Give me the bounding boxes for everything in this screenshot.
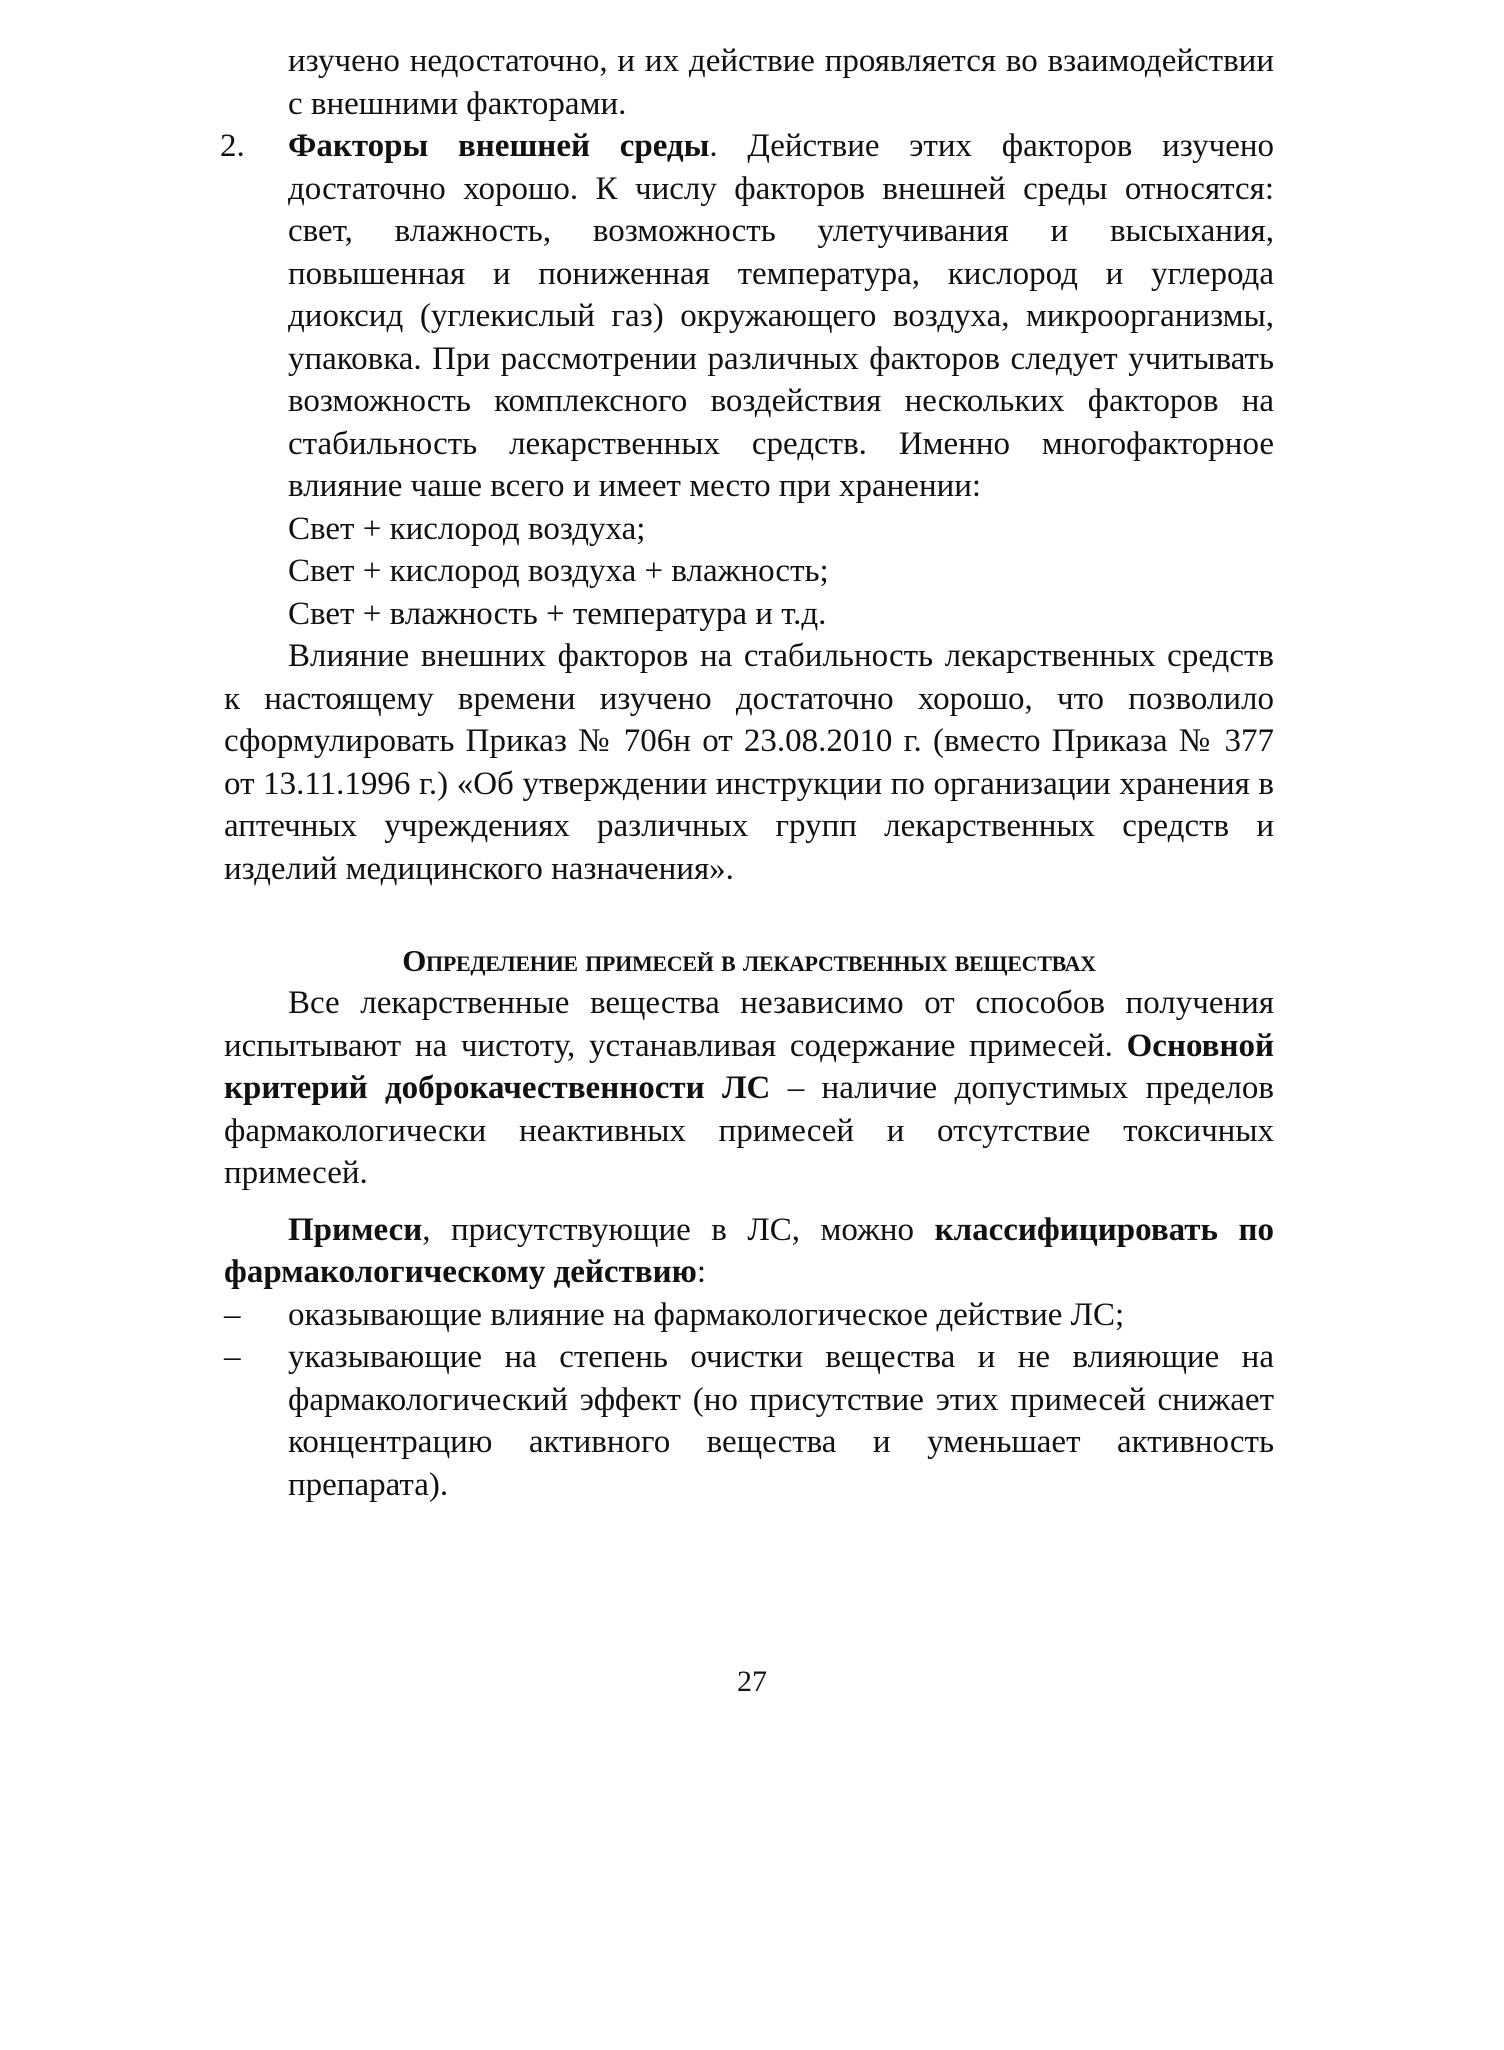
page-content [220, 40, 1275, 1506]
item-term: Факторы внешней среды [288, 128, 710, 164]
impurities-classify: классифицировать по фармакологическому действию [224, 1211, 1274, 1290]
factor-combination: Свет + кислород воздуха; [288, 510, 646, 547]
continued-paragraph: изучено недостаточно, и их действие проявляется во взаимодействии с внешними факторами. [288, 43, 1274, 122]
impurities-paragraph [224, 1209, 1274, 1294]
dash-marker: – [224, 1296, 241, 1333]
purity-paragraph [224, 982, 1274, 1195]
item-number: 2. [220, 128, 245, 164]
page-number: 27 [737, 1665, 767, 1698]
dash-list-item [224, 1294, 1274, 1337]
section-heading: Определение примесей в лекарственных веществах [402, 943, 1096, 978]
purity-criterion: Основной критерий доброкачественности ЛС [224, 1027, 1274, 1106]
factor-combination: Свет + кислород воздуха + влажность; [288, 553, 829, 589]
dash-item-text: оказывающие влияние на фармакологическое действие ЛС; [288, 1296, 1125, 1333]
dash-list-item [224, 1336, 1274, 1506]
item-text: . Действие этих факторов изучено достаточно хорошо. К числу факторов внешней среды относятся: свет, влажность, возможность улетучивания и высыхания, повышенная и пониженная температура, кислород и углерода диоксид (углекислый газ) окружающего воздуха, микроорганизмы, упаковка. При рассмотрении различных факторов следует учитывать возможность комплексного воздействия нескольких факторов на стабильность лекарственных средств. Именно многофакторное влияние чаше всего и имеет место при хранении: [288, 128, 1275, 504]
impurities-term: Примеси [288, 1211, 423, 1248]
numbered-item-external-factors [220, 125, 1275, 508]
purity-text-2: – наличие допустимых пределов фармакологически неактивных примесей и отсутствие токсичных примесей. [224, 1070, 1274, 1191]
factor-combination: Свет + влажность + температура и т.д. [288, 595, 827, 632]
impurities-text-1: , присутствующие в ЛС, можно [422, 1211, 935, 1248]
dash-item-text: указывающие на степень очистки вещества и не влияющие на фармакологический эффект (но присутствие этих примесей снижает концентрацию активного вещества и уменьшает активность препарата). [288, 1339, 1274, 1503]
impurities-text-2: : [696, 1254, 707, 1290]
purity-text-1: Все лекарственные вещества независимо от способов получения испытывают на чистоту, устанавливая содержание примесей. [224, 985, 1274, 1064]
influence-paragraph: Влияние внешних факторов на стабильность лекарственных средств к настоящему времени изучено достаточно хорошо, что позволило сформулировать Приказ № 706н от 23.08.2010 г. (вместо Приказа № 377 от 13.11.1996 г.) «Об утверждении инструкции по организации хранения в аптечных учреждениях различных групп лекарственных средств и изделий медицинского назначения». [224, 638, 1274, 887]
dash-marker: – [224, 1339, 241, 1375]
